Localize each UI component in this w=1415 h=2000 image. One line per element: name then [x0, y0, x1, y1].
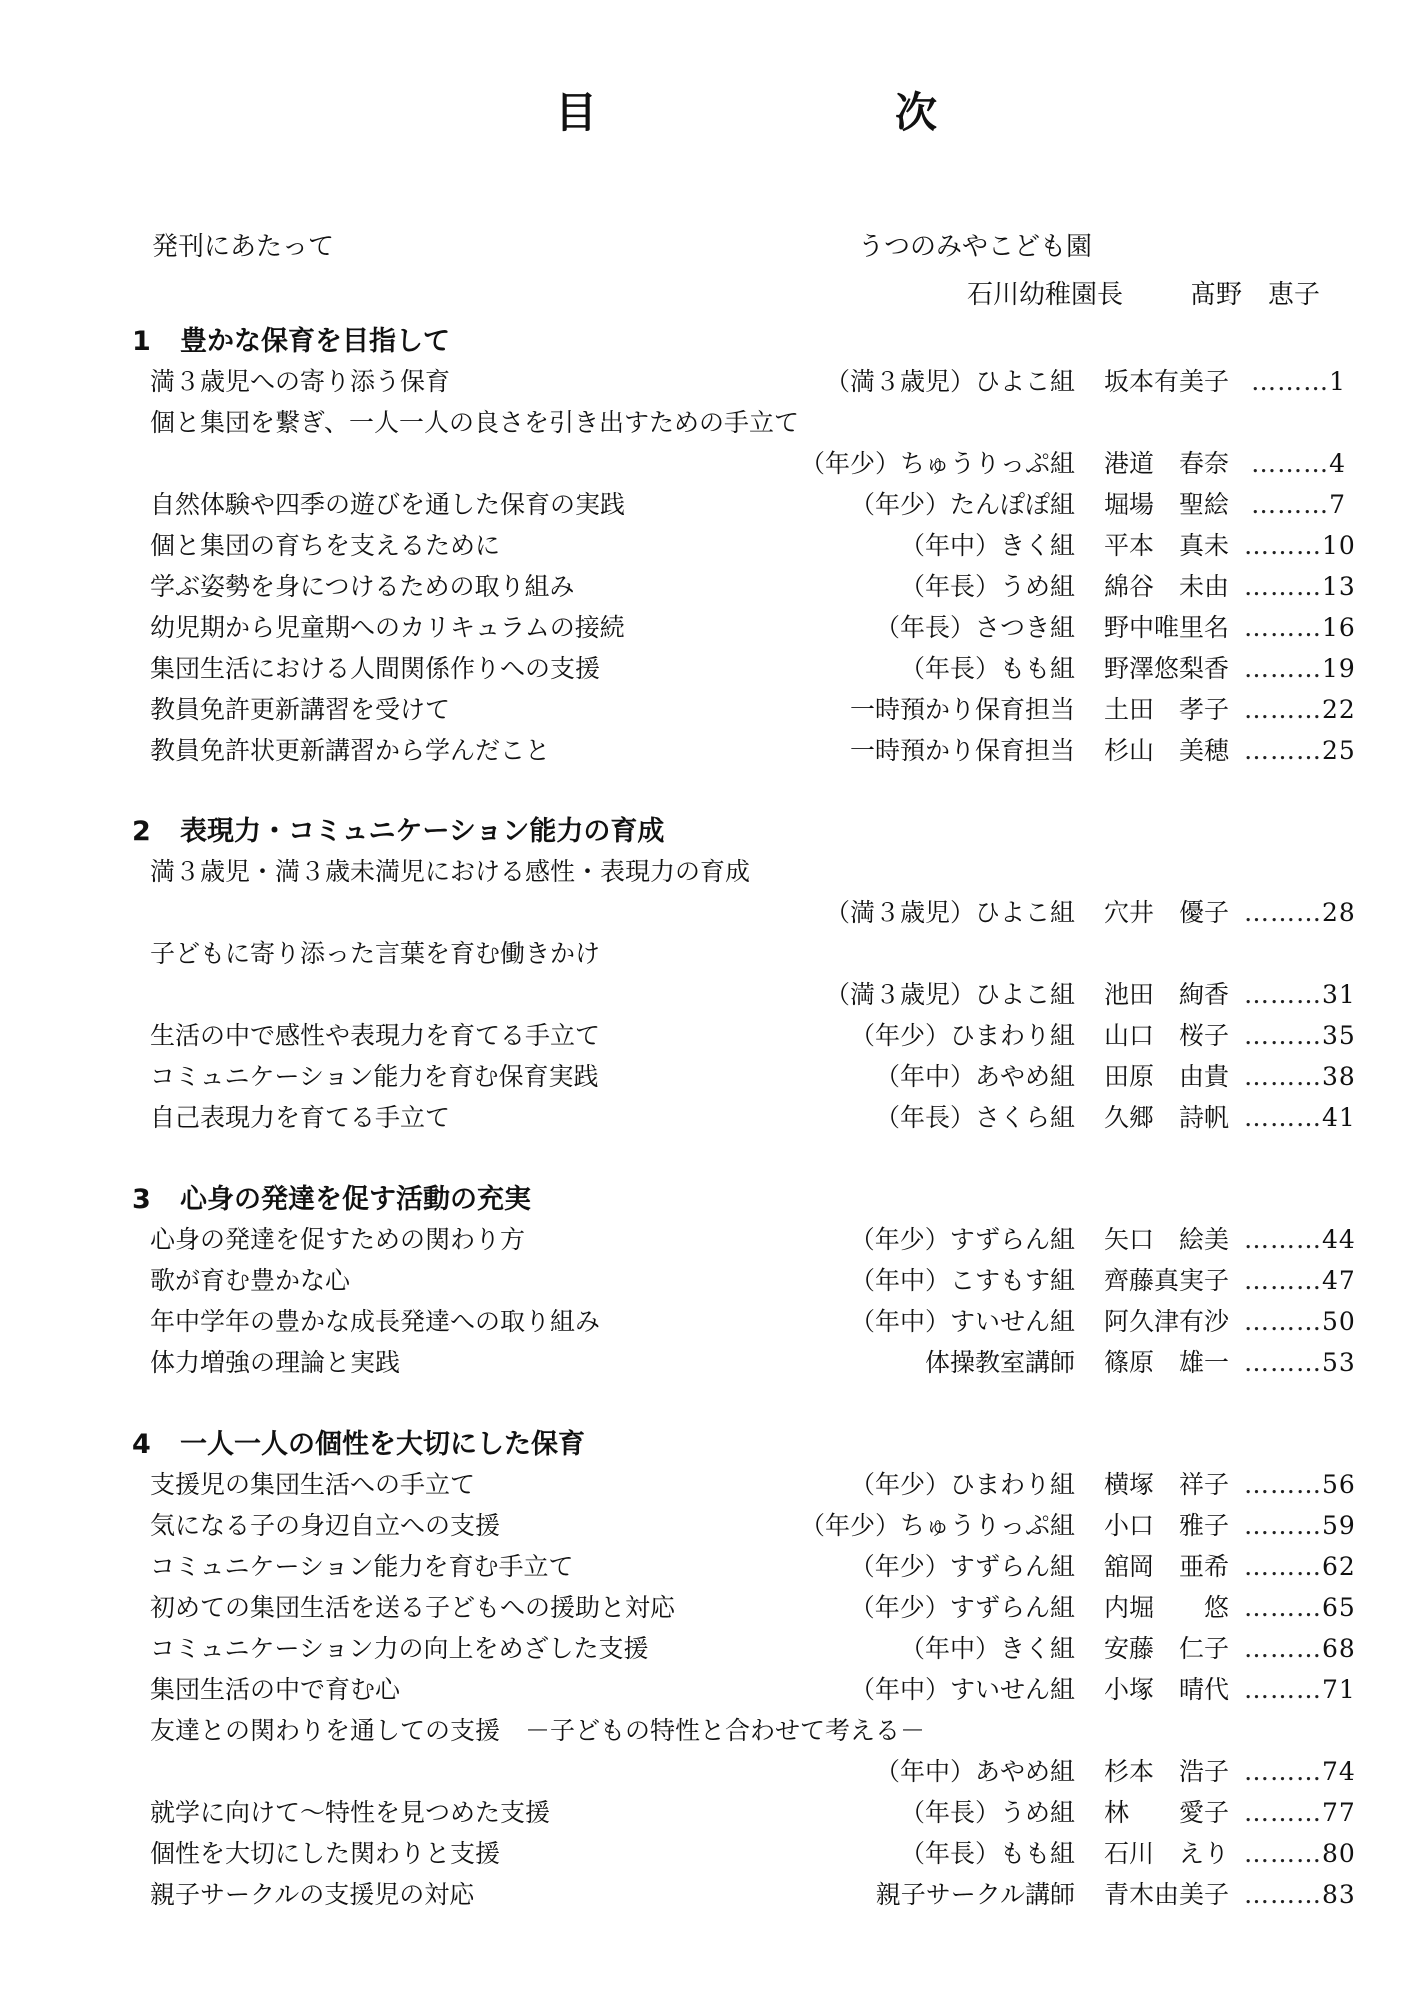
- section-number: 2: [132, 816, 151, 847]
- dot-leader: ………: [1244, 572, 1322, 601]
- entry-author: 舘岡 亜希: [1104, 1552, 1230, 1581]
- entry-author: 杉本 浩子: [1104, 1757, 1230, 1786]
- entry-page: ………44: [1244, 1225, 1356, 1254]
- toc-entry-continued: [0, 895, 1415, 931]
- page-title: [0, 80, 1415, 140]
- entry-title: 教員免許状更新講習から学んだこと: [150, 736, 551, 765]
- entry-title: 歌が育む豊かな心: [150, 1266, 351, 1295]
- toc-entry: [0, 405, 1415, 441]
- dot-leader: ………: [1244, 1062, 1322, 1091]
- dot-leader: ………: [1244, 898, 1322, 927]
- foreword-position: 石川幼稚園長: [967, 280, 1124, 310]
- entry-title: 心身の発達を促すための関わり方: [150, 1225, 526, 1254]
- entry-page: ………25: [1244, 736, 1356, 765]
- entry-group: （満３歳児）ひよこ組: [824, 898, 1075, 927]
- foreword-author: 髙野 恵子: [1190, 280, 1321, 310]
- foreword-organization: うつのみやこども園: [858, 232, 1093, 262]
- toc-entry: [0, 1304, 1415, 1340]
- toc-entry: [0, 1713, 1415, 1749]
- entry-group: （満３歳児）ひよこ組: [824, 367, 1075, 396]
- entry-page: ………7: [1251, 490, 1346, 519]
- dot-leader: ………: [1251, 490, 1330, 519]
- section-title: 一人一人の個性を大切にした保育: [180, 1429, 585, 1460]
- dot-leader: ………: [1244, 654, 1322, 683]
- entry-title: 親子サークルの支援児の対応: [150, 1880, 475, 1909]
- entry-group: （年中）こすもす組: [849, 1266, 1075, 1295]
- entry-group: （満３歳児）ひよこ組: [824, 980, 1075, 1009]
- dot-leader: ………: [1244, 1348, 1322, 1377]
- entry-title: コミュニケーション力の向上をめざした支援: [150, 1634, 649, 1663]
- entry-title: 集団生活における人間関係作りへの支援: [150, 654, 601, 683]
- entry-title: 満３歳児への寄り添う保育: [150, 367, 451, 396]
- toc-entry: [0, 651, 1415, 687]
- entry-group: （年少）ひまわり組: [849, 1470, 1075, 1499]
- toc-entry: [0, 1549, 1415, 1585]
- toc-entry: [0, 1672, 1415, 1708]
- dot-leader: ………: [1244, 1757, 1322, 1786]
- dot-leader: ………: [1244, 1552, 1322, 1581]
- entry-page: ………19: [1244, 654, 1356, 683]
- entry-author: 齊藤真実子: [1104, 1266, 1230, 1295]
- entry-page: ………71: [1244, 1675, 1356, 1704]
- entry-author: 土田 孝子: [1104, 695, 1230, 724]
- entry-title: 支援児の集団生活への手立て: [150, 1470, 476, 1499]
- section-title: 心身の発達を促す活動の充実: [180, 1184, 531, 1215]
- entry-author: 港道 春奈: [1104, 449, 1230, 478]
- entry-author: 綿谷 未由: [1104, 572, 1230, 601]
- dot-leader: ………: [1244, 1103, 1322, 1132]
- entry-page: ………10: [1244, 531, 1356, 560]
- dot-leader: ………: [1244, 1307, 1322, 1336]
- section-number: 3: [132, 1184, 151, 1215]
- entry-page: ………65: [1244, 1593, 1356, 1622]
- entry-author: 小口 雅子: [1104, 1511, 1230, 1540]
- toc-entry: [0, 1795, 1415, 1831]
- entry-page: ………38: [1244, 1062, 1356, 1091]
- entry-group: （年中）すいせん組: [849, 1675, 1075, 1704]
- entry-page: ………22: [1244, 695, 1356, 724]
- entry-group: （年長）もも組: [899, 654, 1075, 683]
- entry-page: ………47: [1244, 1266, 1356, 1295]
- dot-leader: ………: [1244, 1225, 1322, 1254]
- toc-entry: [0, 733, 1415, 769]
- entry-page: ………4: [1251, 449, 1346, 478]
- toc-entry: [0, 1100, 1415, 1136]
- toc-entry: [0, 1590, 1415, 1626]
- entry-author: 林 愛子: [1104, 1798, 1230, 1827]
- entry-group: （年少）すずらん組: [849, 1552, 1075, 1581]
- entry-title: 集団生活の中で育む心: [150, 1675, 401, 1704]
- section-number: 1: [132, 326, 151, 357]
- entry-title: 体力増強の理論と実践: [150, 1348, 401, 1377]
- dot-leader: ………: [1244, 1470, 1322, 1499]
- entry-author: 矢口 絵美: [1104, 1225, 1230, 1254]
- section-heading: [132, 1180, 531, 1220]
- foreword-label: 発刊にあたって: [152, 232, 335, 262]
- entry-page: ………35: [1244, 1021, 1356, 1050]
- dot-leader: ………: [1244, 695, 1322, 724]
- toc-entry: [0, 1263, 1415, 1299]
- dot-leader: ………: [1244, 1021, 1322, 1050]
- toc-entry: [0, 1877, 1415, 1913]
- entry-group: 体操教室講師: [924, 1348, 1075, 1377]
- dot-leader: ………: [1244, 1798, 1322, 1827]
- entry-author: 野澤悠梨香: [1104, 654, 1230, 683]
- entry-title: 就学に向けて～特性を見つめた支援: [150, 1798, 551, 1827]
- entry-page: ………53: [1244, 1348, 1356, 1377]
- entry-title: 気になる子の身辺自立への支援: [150, 1511, 501, 1540]
- entry-author: 安藤 仁子: [1104, 1634, 1230, 1663]
- entry-author: 篠原 雄一: [1104, 1348, 1230, 1377]
- entry-group: （年中）きく組: [899, 1634, 1075, 1663]
- toc-entry: [0, 610, 1415, 646]
- dot-leader: ………: [1251, 367, 1330, 396]
- entry-group: （年長）うめ組: [899, 1798, 1075, 1827]
- entry-group: （年長）もも組: [899, 1839, 1075, 1868]
- entry-group: （年少）すずらん組: [849, 1593, 1075, 1622]
- toc-entry-continued: [0, 1754, 1415, 1790]
- toc-entry-continued: [0, 446, 1415, 482]
- entry-group: （年中）あやめ組: [874, 1062, 1075, 1091]
- section-heading: [132, 1425, 585, 1465]
- toc-entry: [0, 936, 1415, 972]
- entry-title: 初めての集団生活を送る子どもへの援助と対応: [150, 1593, 676, 1622]
- entry-page: ………68: [1244, 1634, 1356, 1663]
- entry-page: ………31: [1244, 980, 1356, 1009]
- entry-author: 石川 えり: [1104, 1839, 1230, 1868]
- entry-title: 教員免許更新講習を受けて: [150, 695, 451, 724]
- entry-author: 久郷 詩帆: [1104, 1103, 1230, 1132]
- entry-author: 山口 桜子: [1104, 1021, 1230, 1050]
- entry-group: 一時預かり保育担当: [849, 736, 1075, 765]
- dot-leader: ………: [1244, 1839, 1322, 1868]
- dot-leader: ………: [1244, 531, 1322, 560]
- entry-page: ………80: [1244, 1839, 1356, 1868]
- page-title-char-1: 目: [555, 88, 598, 137]
- dot-leader: ………: [1244, 736, 1322, 765]
- entry-title: コミュニケーション能力を育む手立て: [150, 1552, 574, 1581]
- entry-title: 満３歳児・満３歳未満児における感性・表現力の育成: [150, 857, 751, 886]
- entry-page: ………41: [1244, 1103, 1356, 1132]
- section-heading: [132, 812, 664, 852]
- entry-group: （年少）ひまわり組: [849, 1021, 1075, 1050]
- entry-group: （年長）さつき組: [874, 613, 1075, 642]
- entry-title: コミュニケーション能力を育む保育実践: [150, 1062, 599, 1091]
- entry-author: 池田 絢香: [1104, 980, 1230, 1009]
- toc-entry-continued: [0, 977, 1415, 1013]
- entry-title: 生活の中で感性や表現力を育てる手立て: [150, 1021, 601, 1050]
- dot-leader: ………: [1244, 1511, 1322, 1540]
- entry-group: （年少）ちゅうりっぷ組: [799, 449, 1075, 478]
- entry-author: 坂本有美子: [1104, 367, 1230, 396]
- entry-page: ………77: [1244, 1798, 1356, 1827]
- entry-group: （年少）ちゅうりっぷ組: [799, 1511, 1075, 1540]
- entry-title: 友達との関わりを通しての支援 －子どもの特性と合わせて考える－: [150, 1716, 926, 1745]
- section-title: 表現力・コミュニケーション能力の育成: [180, 816, 665, 847]
- dot-leader: ………: [1244, 613, 1322, 642]
- toc-entry: [0, 1059, 1415, 1095]
- entry-group: （年中）きく組: [899, 531, 1075, 560]
- entry-author: 杉山 美穂: [1104, 736, 1230, 765]
- entry-author: 内堀 悠: [1104, 1593, 1230, 1622]
- entry-page: ………50: [1244, 1307, 1356, 1336]
- entry-author: 田原 由貴: [1104, 1062, 1230, 1091]
- entry-page: ………74: [1244, 1757, 1356, 1786]
- entry-title: 子どもに寄り添った言葉を育む働きかけ: [150, 939, 601, 968]
- entry-page: ………28: [1244, 898, 1356, 927]
- entry-group: （年長）さくら組: [874, 1103, 1075, 1132]
- dot-leader: ………: [1251, 449, 1330, 478]
- entry-title: 自然体験や四季の遊びを通した保育の実践: [150, 490, 626, 519]
- entry-group: （年中）すいせん組: [849, 1307, 1075, 1336]
- toc-entry: [0, 1508, 1415, 1544]
- toc-entry: [0, 569, 1415, 605]
- entry-group: （年中）あやめ組: [874, 1757, 1075, 1786]
- toc-entry: [0, 1345, 1415, 1381]
- entry-title: 個と集団を繋ぎ、一人一人の良さを引き出すための手立て: [150, 408, 800, 437]
- toc-entry: [0, 364, 1415, 400]
- dot-leader: ………: [1244, 980, 1322, 1009]
- dot-leader: ………: [1244, 1675, 1322, 1704]
- entry-author: 小塚 晴代: [1104, 1675, 1230, 1704]
- toc-entry: [0, 528, 1415, 564]
- entry-page: ………56: [1244, 1470, 1356, 1499]
- entry-page: ………13: [1244, 572, 1356, 601]
- entry-author: 青木由美子: [1104, 1880, 1230, 1909]
- entry-group: 親子サークル講師: [875, 1880, 1075, 1909]
- entry-author: 野中唯里名: [1104, 613, 1230, 642]
- entry-author: 横塚 祥子: [1104, 1470, 1230, 1499]
- toc-entry: [0, 854, 1415, 890]
- entry-author: 堀場 聖絵: [1104, 490, 1230, 519]
- entry-group: （年少）たんぽぽ組: [849, 490, 1075, 519]
- page-title-char-2: 次: [895, 88, 938, 137]
- toc-entry: [0, 1222, 1415, 1258]
- entry-title: 学ぶ姿勢を身につけるための取り組み: [150, 572, 575, 601]
- section-number: 4: [132, 1429, 151, 1460]
- entry-page: ………83: [1244, 1880, 1356, 1909]
- entry-page: ………59: [1244, 1511, 1356, 1540]
- entry-author: 阿久津有沙: [1104, 1307, 1230, 1336]
- entry-group: （年少）すずらん組: [849, 1225, 1075, 1254]
- entry-title: 幼児期から児童期へのカリキュラムの接続: [150, 613, 625, 642]
- section-heading: [132, 322, 450, 362]
- entry-page: ………62: [1244, 1552, 1356, 1581]
- dot-leader: ………: [1244, 1593, 1322, 1622]
- toc-entry: [0, 1018, 1415, 1054]
- toc-entry: [0, 1631, 1415, 1667]
- section-title: 豊かな保育を目指して: [180, 326, 450, 357]
- entry-author: 平本 真未: [1104, 531, 1230, 560]
- toc-entry: [0, 487, 1415, 523]
- dot-leader: ………: [1244, 1880, 1322, 1909]
- entry-page: ………16: [1244, 613, 1356, 642]
- dot-leader: ………: [1244, 1634, 1322, 1663]
- toc-entry: [0, 1836, 1415, 1872]
- entry-title: 年中学年の豊かな成長発達への取り組み: [150, 1307, 601, 1336]
- entry-author: 穴井 優子: [1104, 898, 1230, 927]
- entry-title: 自己表現力を育てる手立て: [150, 1103, 451, 1132]
- toc-entry: [0, 692, 1415, 728]
- entry-page: ………1: [1251, 367, 1346, 396]
- toc-entry: [0, 1467, 1415, 1503]
- entry-group: 一時預かり保育担当: [849, 695, 1075, 724]
- entry-title: 個と集団の育ちを支えるために: [150, 531, 501, 560]
- dot-leader: ………: [1244, 1266, 1322, 1295]
- entry-group: （年長）うめ組: [899, 572, 1075, 601]
- entry-title: 個性を大切にした関わりと支援: [150, 1839, 501, 1868]
